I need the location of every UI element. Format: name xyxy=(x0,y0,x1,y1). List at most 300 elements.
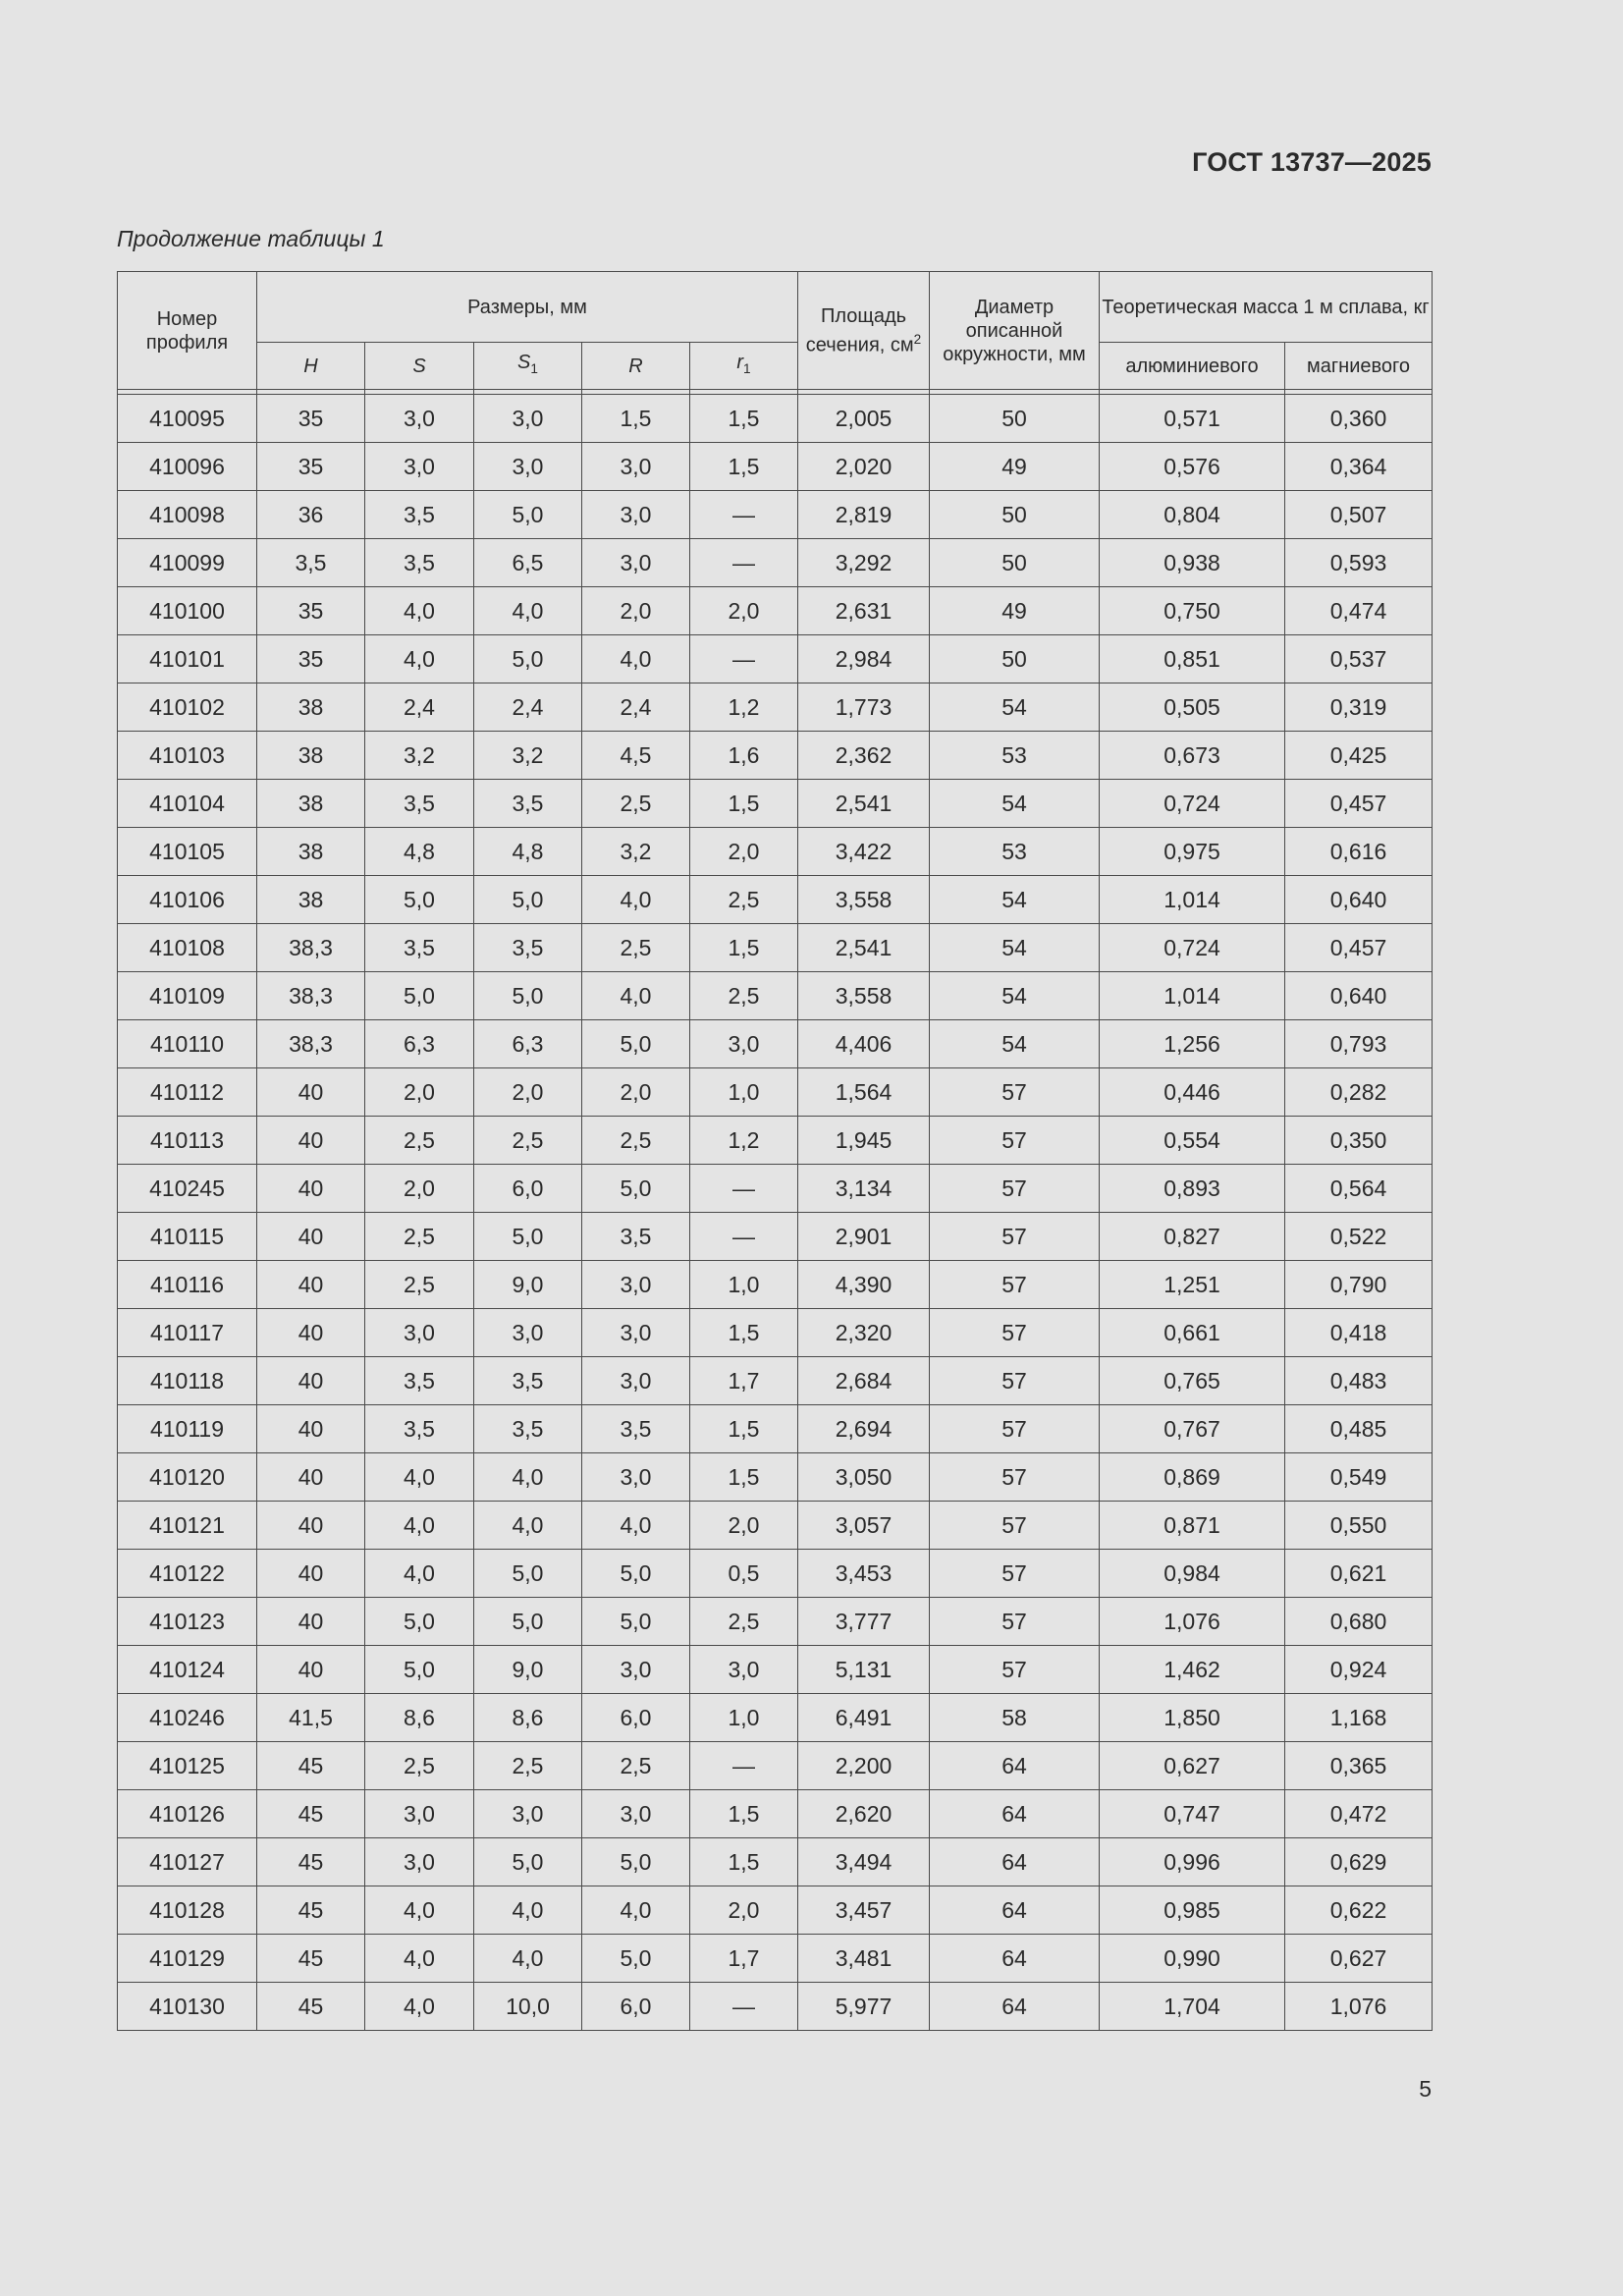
cell-mass-magnesium: 0,629 xyxy=(1285,1838,1433,1886)
header-dim-r1-sub: 1 xyxy=(743,361,751,376)
cell-s: 3,0 xyxy=(365,1790,474,1838)
cell-mass-aluminum: 0,804 xyxy=(1100,491,1285,539)
header-dim-s: S xyxy=(365,343,474,390)
table-row xyxy=(118,1165,1433,1213)
cell-s: 2,4 xyxy=(365,683,474,732)
cell-h: 38 xyxy=(257,732,365,780)
cell-diameter: 57 xyxy=(930,1213,1100,1261)
cell-s1: 3,0 xyxy=(474,1790,582,1838)
cell-r1: — xyxy=(690,491,798,539)
cell-s1: 5,0 xyxy=(474,1598,582,1646)
cell-h: 40 xyxy=(257,1068,365,1117)
cell-area: 2,541 xyxy=(798,924,930,972)
cell-h: 45 xyxy=(257,1886,365,1935)
cell-diameter: 57 xyxy=(930,1646,1100,1694)
cell-profile-number: 410110 xyxy=(118,1020,257,1068)
cell-s1: 2,5 xyxy=(474,1742,582,1790)
cell-diameter: 64 xyxy=(930,1838,1100,1886)
cell-h: 36 xyxy=(257,491,365,539)
cell-s1: 3,0 xyxy=(474,395,582,443)
cell-s: 3,0 xyxy=(365,443,474,491)
cell-h: 45 xyxy=(257,1983,365,2031)
cell-r: 2,0 xyxy=(582,1068,690,1117)
cell-profile-number: 410105 xyxy=(118,828,257,876)
cell-s1: 3,5 xyxy=(474,1357,582,1405)
cell-mass-magnesium: 0,457 xyxy=(1285,924,1433,972)
header-aluminum: алюминиевого xyxy=(1100,343,1285,390)
cell-h: 40 xyxy=(257,1502,365,1550)
cell-s: 3,0 xyxy=(365,1309,474,1357)
cell-profile-number: 410122 xyxy=(118,1550,257,1598)
cell-mass-magnesium: 1,076 xyxy=(1285,1983,1433,2031)
cell-r1: 3,0 xyxy=(690,1646,798,1694)
header-dim-r1 xyxy=(690,343,798,390)
cell-s1: 5,0 xyxy=(474,1550,582,1598)
cell-profile-number: 410129 xyxy=(118,1935,257,1983)
cell-area: 4,390 xyxy=(798,1261,930,1309)
cell-area: 2,984 xyxy=(798,635,930,683)
cell-mass-magnesium: 0,282 xyxy=(1285,1068,1433,1117)
cell-r1: 1,5 xyxy=(690,924,798,972)
cell-profile-number: 410118 xyxy=(118,1357,257,1405)
cell-s1: 3,5 xyxy=(474,1405,582,1453)
cell-mass-aluminum: 0,765 xyxy=(1100,1357,1285,1405)
cell-area: 1,773 xyxy=(798,683,930,732)
cell-r: 2,4 xyxy=(582,683,690,732)
cell-r: 4,0 xyxy=(582,1886,690,1935)
cell-profile-number: 410098 xyxy=(118,491,257,539)
cell-s1: 6,5 xyxy=(474,539,582,587)
cell-r: 4,0 xyxy=(582,1502,690,1550)
cell-diameter: 57 xyxy=(930,1502,1100,1550)
cell-h: 40 xyxy=(257,1165,365,1213)
cell-h: 40 xyxy=(257,1550,365,1598)
cell-h: 38,3 xyxy=(257,924,365,972)
cell-diameter: 50 xyxy=(930,539,1100,587)
cell-profile-number: 410127 xyxy=(118,1838,257,1886)
cell-s: 3,5 xyxy=(365,780,474,828)
cell-h: 35 xyxy=(257,635,365,683)
cell-area: 2,694 xyxy=(798,1405,930,1453)
table-row xyxy=(118,1742,1433,1790)
cell-profile-number: 410130 xyxy=(118,1983,257,2031)
cell-area: 2,320 xyxy=(798,1309,930,1357)
cell-r1: 2,0 xyxy=(690,587,798,635)
table-row xyxy=(118,1694,1433,1742)
cell-mass-magnesium: 0,457 xyxy=(1285,780,1433,828)
cell-diameter: 49 xyxy=(930,443,1100,491)
cell-mass-magnesium: 0,537 xyxy=(1285,635,1433,683)
cell-mass-aluminum: 0,554 xyxy=(1100,1117,1285,1165)
cell-diameter: 53 xyxy=(930,732,1100,780)
cell-area: 3,777 xyxy=(798,1598,930,1646)
cell-area: 2,901 xyxy=(798,1213,930,1261)
cell-s: 2,0 xyxy=(365,1165,474,1213)
cell-s1: 4,0 xyxy=(474,1453,582,1502)
cell-r1: 0,5 xyxy=(690,1550,798,1598)
header-dim-r1-base: r xyxy=(736,352,744,373)
cell-area: 3,057 xyxy=(798,1502,930,1550)
cell-s: 4,0 xyxy=(365,1983,474,2031)
cell-r1: — xyxy=(690,635,798,683)
cell-r1: 1,2 xyxy=(690,1117,798,1165)
cell-r1: 1,5 xyxy=(690,1405,798,1453)
table-row xyxy=(118,1550,1433,1598)
cell-s1: 2,0 xyxy=(474,1068,582,1117)
header-area-label: Площадь сечения, см xyxy=(805,304,914,356)
cell-mass-aluminum: 0,661 xyxy=(1100,1309,1285,1357)
cell-mass-magnesium: 0,474 xyxy=(1285,587,1433,635)
cell-mass-aluminum: 0,851 xyxy=(1100,635,1285,683)
cell-mass-aluminum: 1,014 xyxy=(1100,972,1285,1020)
cell-profile-number: 410101 xyxy=(118,635,257,683)
cell-area: 3,558 xyxy=(798,876,930,924)
cell-s1: 3,2 xyxy=(474,732,582,780)
cell-s1: 9,0 xyxy=(474,1261,582,1309)
cell-h: 41,5 xyxy=(257,1694,365,1742)
cell-diameter: 57 xyxy=(930,1165,1100,1213)
cell-profile-number: 410096 xyxy=(118,443,257,491)
cell-area: 2,200 xyxy=(798,1742,930,1790)
cell-mass-aluminum: 0,984 xyxy=(1100,1550,1285,1598)
cell-h: 40 xyxy=(257,1261,365,1309)
table-row xyxy=(118,1886,1433,1935)
cell-h: 35 xyxy=(257,587,365,635)
cell-r1: 3,0 xyxy=(690,1020,798,1068)
cell-mass-magnesium: 0,472 xyxy=(1285,1790,1433,1838)
document-code: ГОСТ 13737—2025 xyxy=(1192,147,1432,177)
cell-area: 4,406 xyxy=(798,1020,930,1068)
cell-h: 40 xyxy=(257,1213,365,1261)
page-number: 5 xyxy=(1419,2076,1432,2102)
table-row xyxy=(118,491,1433,539)
cell-profile-number: 410095 xyxy=(118,395,257,443)
header-dim-s1 xyxy=(474,343,582,390)
cell-r: 4,0 xyxy=(582,876,690,924)
cell-r: 3,0 xyxy=(582,1357,690,1405)
cell-s: 3,5 xyxy=(365,491,474,539)
cell-r: 3,5 xyxy=(582,1213,690,1261)
cell-s: 8,6 xyxy=(365,1694,474,1742)
cell-mass-magnesium: 0,793 xyxy=(1285,1020,1433,1068)
cell-s: 2,5 xyxy=(365,1742,474,1790)
cell-mass-aluminum: 0,747 xyxy=(1100,1790,1285,1838)
cell-r: 3,0 xyxy=(582,1309,690,1357)
cell-mass-aluminum: 1,256 xyxy=(1100,1020,1285,1068)
cell-mass-magnesium: 0,680 xyxy=(1285,1598,1433,1646)
cell-diameter: 54 xyxy=(930,876,1100,924)
cell-profile-number: 410128 xyxy=(118,1886,257,1935)
cell-r1: — xyxy=(690,1165,798,1213)
cell-s: 3,5 xyxy=(365,924,474,972)
cell-diameter: 58 xyxy=(930,1694,1100,1742)
cell-r: 5,0 xyxy=(582,1020,690,1068)
table-row xyxy=(118,732,1433,780)
cell-s: 4,0 xyxy=(365,1550,474,1598)
table-row xyxy=(118,1790,1433,1838)
cell-h: 45 xyxy=(257,1790,365,1838)
cell-r1: 1,5 xyxy=(690,1453,798,1502)
cell-profile-number: 410100 xyxy=(118,587,257,635)
cell-area: 3,050 xyxy=(798,1453,930,1502)
cell-h: 38,3 xyxy=(257,1020,365,1068)
table-row xyxy=(118,635,1433,683)
cell-r: 2,5 xyxy=(582,924,690,972)
cell-mass-aluminum: 1,014 xyxy=(1100,876,1285,924)
cell-r1: 1,0 xyxy=(690,1068,798,1117)
cell-mass-magnesium: 1,168 xyxy=(1285,1694,1433,1742)
table-row xyxy=(118,539,1433,587)
cell-s: 3,0 xyxy=(365,395,474,443)
header-mass: Теоретическая масса 1 м сплава, кг xyxy=(1100,272,1433,343)
header-dim-s1-sub: 1 xyxy=(530,361,538,376)
cell-r: 4,0 xyxy=(582,972,690,1020)
cell-mass-magnesium: 0,640 xyxy=(1285,876,1433,924)
cell-s1: 5,0 xyxy=(474,1838,582,1886)
table-row xyxy=(118,1117,1433,1165)
cell-diameter: 57 xyxy=(930,1453,1100,1502)
cell-r1: 1,5 xyxy=(690,780,798,828)
header-area xyxy=(798,272,930,390)
cell-mass-magnesium: 0,350 xyxy=(1285,1117,1433,1165)
cell-s1: 3,0 xyxy=(474,1309,582,1357)
cell-diameter: 57 xyxy=(930,1261,1100,1309)
cell-area: 1,564 xyxy=(798,1068,930,1117)
cell-mass-magnesium: 0,418 xyxy=(1285,1309,1433,1357)
cell-s1: 4,8 xyxy=(474,828,582,876)
cell-mass-aluminum: 0,505 xyxy=(1100,683,1285,732)
cell-profile-number: 410117 xyxy=(118,1309,257,1357)
cell-mass-magnesium: 0,483 xyxy=(1285,1357,1433,1405)
cell-r1: 2,5 xyxy=(690,876,798,924)
cell-h: 40 xyxy=(257,1117,365,1165)
table-row xyxy=(118,1983,1433,2031)
header-diameter: Диаметр описанной окружности, мм xyxy=(930,272,1100,390)
cell-s: 4,0 xyxy=(365,1935,474,1983)
cell-s1: 5,0 xyxy=(474,635,582,683)
cell-diameter: 54 xyxy=(930,1020,1100,1068)
table-body xyxy=(118,390,1433,2031)
cell-mass-aluminum: 0,724 xyxy=(1100,924,1285,972)
cell-diameter: 57 xyxy=(930,1405,1100,1453)
table-row xyxy=(118,828,1433,876)
cell-r: 3,5 xyxy=(582,1405,690,1453)
cell-s: 6,3 xyxy=(365,1020,474,1068)
cell-diameter: 54 xyxy=(930,972,1100,1020)
cell-area: 2,020 xyxy=(798,443,930,491)
cell-s1: 10,0 xyxy=(474,1983,582,2031)
table-row xyxy=(118,1935,1433,1983)
cell-r: 5,0 xyxy=(582,1550,690,1598)
cell-s1: 2,5 xyxy=(474,1117,582,1165)
cell-s1: 3,5 xyxy=(474,924,582,972)
cell-mass-magnesium: 0,621 xyxy=(1285,1550,1433,1598)
cell-r: 3,0 xyxy=(582,539,690,587)
cell-mass-magnesium: 0,790 xyxy=(1285,1261,1433,1309)
cell-mass-magnesium: 0,564 xyxy=(1285,1165,1433,1213)
cell-area: 2,684 xyxy=(798,1357,930,1405)
cell-s1: 6,0 xyxy=(474,1165,582,1213)
table-row xyxy=(118,1020,1433,1068)
cell-s1: 5,0 xyxy=(474,972,582,1020)
cell-mass-aluminum: 1,704 xyxy=(1100,1983,1285,2031)
table-row xyxy=(118,443,1433,491)
cell-r1: 2,0 xyxy=(690,828,798,876)
cell-h: 3,5 xyxy=(257,539,365,587)
cell-mass-magnesium: 0,485 xyxy=(1285,1405,1433,1453)
cell-s1: 3,5 xyxy=(474,780,582,828)
cell-h: 40 xyxy=(257,1309,365,1357)
cell-s: 4,8 xyxy=(365,828,474,876)
cell-h: 38 xyxy=(257,876,365,924)
cell-s1: 8,6 xyxy=(474,1694,582,1742)
cell-s: 4,0 xyxy=(365,635,474,683)
cell-profile-number: 410108 xyxy=(118,924,257,972)
table-row xyxy=(118,395,1433,443)
cell-diameter: 57 xyxy=(930,1550,1100,1598)
cell-mass-magnesium: 0,425 xyxy=(1285,732,1433,780)
cell-mass-magnesium: 0,622 xyxy=(1285,1886,1433,1935)
cell-mass-aluminum: 1,462 xyxy=(1100,1646,1285,1694)
cell-r: 5,0 xyxy=(582,1838,690,1886)
cell-profile-number: 410245 xyxy=(118,1165,257,1213)
cell-profile-number: 410119 xyxy=(118,1405,257,1453)
cell-mass-aluminum: 0,990 xyxy=(1100,1935,1285,1983)
cell-h: 40 xyxy=(257,1453,365,1502)
cell-profile-number: 410103 xyxy=(118,732,257,780)
cell-diameter: 50 xyxy=(930,395,1100,443)
cell-r1: 2,0 xyxy=(690,1886,798,1935)
cell-s: 4,0 xyxy=(365,1453,474,1502)
table-row xyxy=(118,1646,1433,1694)
cell-diameter: 64 xyxy=(930,1886,1100,1935)
table-row xyxy=(118,1309,1433,1357)
cell-r1: — xyxy=(690,539,798,587)
cell-mass-aluminum: 0,571 xyxy=(1100,395,1285,443)
cell-area: 3,422 xyxy=(798,828,930,876)
cell-r: 3,0 xyxy=(582,1453,690,1502)
cell-h: 45 xyxy=(257,1742,365,1790)
cell-s: 5,0 xyxy=(365,1646,474,1694)
cell-s: 4,0 xyxy=(365,1886,474,1935)
cell-s: 3,2 xyxy=(365,732,474,780)
cell-r1: 2,0 xyxy=(690,1502,798,1550)
cell-r1: 1,5 xyxy=(690,395,798,443)
cell-s: 2,5 xyxy=(365,1213,474,1261)
table-row xyxy=(118,1357,1433,1405)
cell-r: 3,0 xyxy=(582,1790,690,1838)
cell-mass-magnesium: 0,319 xyxy=(1285,683,1433,732)
cell-s1: 4,0 xyxy=(474,1935,582,1983)
cell-diameter: 57 xyxy=(930,1357,1100,1405)
cell-h: 40 xyxy=(257,1357,365,1405)
header-dimensions: Размеры, мм xyxy=(257,272,798,343)
cell-h: 38 xyxy=(257,683,365,732)
cell-r1: 1,2 xyxy=(690,683,798,732)
cell-mass-magnesium: 0,507 xyxy=(1285,491,1433,539)
cell-mass-aluminum: 0,938 xyxy=(1100,539,1285,587)
cell-area: 6,491 xyxy=(798,1694,930,1742)
cell-profile-number: 410113 xyxy=(118,1117,257,1165)
header-dim-h: H xyxy=(257,343,365,390)
cell-r: 5,0 xyxy=(582,1598,690,1646)
cell-h: 40 xyxy=(257,1646,365,1694)
cell-s: 3,5 xyxy=(365,1357,474,1405)
cell-area: 2,631 xyxy=(798,587,930,635)
cell-diameter: 64 xyxy=(930,1983,1100,2031)
cell-profile-number: 410121 xyxy=(118,1502,257,1550)
cell-r1: 2,5 xyxy=(690,1598,798,1646)
cell-area: 5,131 xyxy=(798,1646,930,1694)
cell-profile-number: 410104 xyxy=(118,780,257,828)
cell-s: 3,5 xyxy=(365,1405,474,1453)
cell-area: 1,945 xyxy=(798,1117,930,1165)
cell-area: 2,541 xyxy=(798,780,930,828)
cell-s: 5,0 xyxy=(365,876,474,924)
cell-profile-number: 410126 xyxy=(118,1790,257,1838)
cell-s: 3,5 xyxy=(365,539,474,587)
cell-area: 2,819 xyxy=(798,491,930,539)
cell-diameter: 50 xyxy=(930,491,1100,539)
cell-area: 3,494 xyxy=(798,1838,930,1886)
cell-profile-number: 410109 xyxy=(118,972,257,1020)
cell-profile-number: 410106 xyxy=(118,876,257,924)
table-row xyxy=(118,1838,1433,1886)
cell-mass-magnesium: 0,364 xyxy=(1285,443,1433,491)
cell-mass-aluminum: 0,869 xyxy=(1100,1453,1285,1502)
cell-r: 2,5 xyxy=(582,780,690,828)
header-profile-number: Номер профиля xyxy=(118,272,257,390)
cell-r1: 1,5 xyxy=(690,1790,798,1838)
cell-s: 4,0 xyxy=(365,587,474,635)
cell-profile-number: 410246 xyxy=(118,1694,257,1742)
table-row xyxy=(118,1213,1433,1261)
cell-r: 3,2 xyxy=(582,828,690,876)
cell-r1: 1,5 xyxy=(690,1838,798,1886)
cell-mass-aluminum: 0,871 xyxy=(1100,1502,1285,1550)
cell-r: 4,5 xyxy=(582,732,690,780)
cell-mass-magnesium: 0,640 xyxy=(1285,972,1433,1020)
cell-s1: 5,0 xyxy=(474,1213,582,1261)
cell-h: 45 xyxy=(257,1935,365,1983)
cell-profile-number: 410099 xyxy=(118,539,257,587)
header-dim-r: R xyxy=(582,343,690,390)
cell-area: 3,558 xyxy=(798,972,930,1020)
cell-mass-aluminum: 1,076 xyxy=(1100,1598,1285,1646)
cell-area: 3,292 xyxy=(798,539,930,587)
cell-diameter: 54 xyxy=(930,924,1100,972)
table-row xyxy=(118,876,1433,924)
cell-h: 40 xyxy=(257,1598,365,1646)
cell-r: 5,0 xyxy=(582,1165,690,1213)
cell-h: 35 xyxy=(257,443,365,491)
cell-diameter: 57 xyxy=(930,1598,1100,1646)
cell-r1: 1,7 xyxy=(690,1935,798,1983)
cell-r: 1,5 xyxy=(582,395,690,443)
cell-area: 5,977 xyxy=(798,1983,930,2031)
cell-diameter: 57 xyxy=(930,1068,1100,1117)
table-row xyxy=(118,1068,1433,1117)
cell-mass-aluminum: 0,893 xyxy=(1100,1165,1285,1213)
cell-h: 35 xyxy=(257,395,365,443)
cell-area: 2,005 xyxy=(798,395,930,443)
cell-s1: 4,0 xyxy=(474,1886,582,1935)
table-row xyxy=(118,780,1433,828)
cell-s: 2,5 xyxy=(365,1261,474,1309)
cell-diameter: 64 xyxy=(930,1742,1100,1790)
header-area-superscript: 2 xyxy=(913,331,922,347)
cell-diameter: 57 xyxy=(930,1309,1100,1357)
